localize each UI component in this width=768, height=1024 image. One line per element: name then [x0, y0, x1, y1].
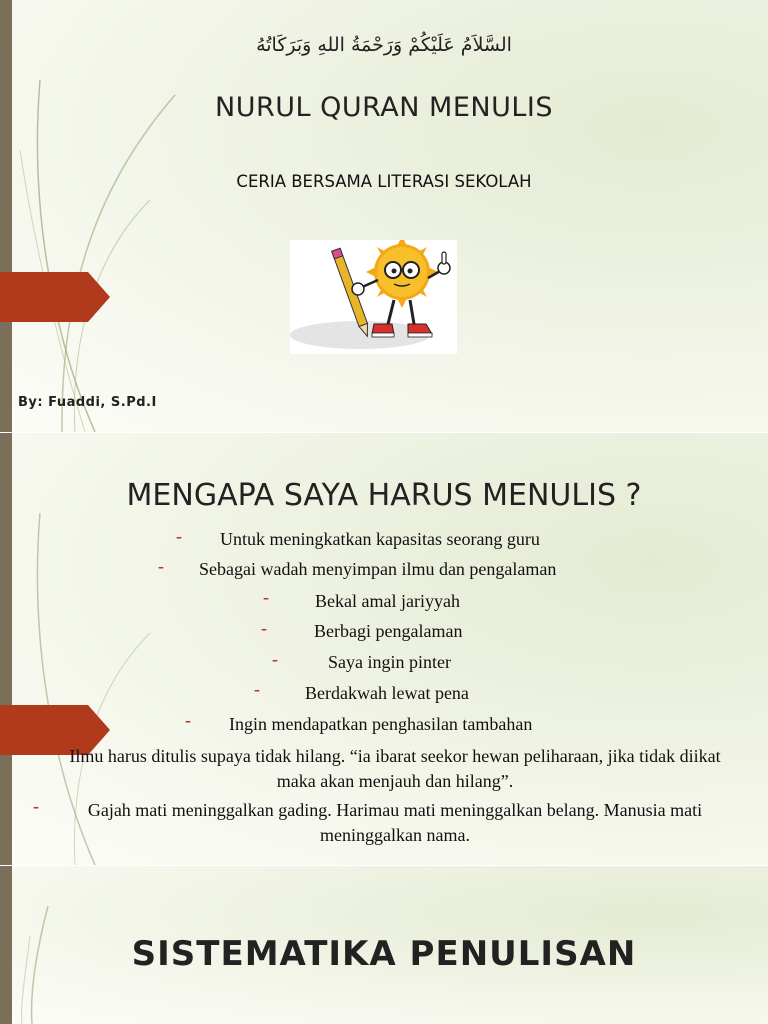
bullet-item: Bekal amal jariyyah [315, 591, 460, 611]
bullet-dash: - [261, 618, 267, 638]
bullet-item: Berdakwah lewat pena [305, 683, 469, 703]
bullet-item: Sebagai wadah menyimpan ilmu dan pengalaman [199, 559, 557, 579]
decorative-swirl-lines [0, 0, 768, 432]
bullet-dash: - [272, 649, 278, 669]
quote-paragraph: Ilmu harus ditulis supaya tidak hilang. “ia ibarat seekor hewan peliharaan, jika tidak diikat maka akan menjauh dan hilang”. [69, 746, 721, 791]
bullet-item: Untuk meningkatkan kapasitas seorang guru [220, 529, 540, 549]
pencil-mascot-illustration [290, 240, 457, 354]
bullet-dash: - [185, 710, 191, 730]
bullet-item: Saya ingin pinter [328, 652, 451, 672]
bullet-item: Ingin mendapatkan penghasilan tambahan [229, 714, 533, 734]
slide2-title: MENGAPA SAYA HARUS MENULIS ? [126, 478, 642, 513]
slide-title-heading: NURUL QURAN MENULIS [215, 92, 553, 123]
slide3-title: SISTEMATIKA PENULISAN [131, 934, 637, 974]
slide-subtitle: CERIA BERSAMA LITERASI SEKOLAH [236, 172, 532, 191]
bullet-dash: - [263, 587, 269, 607]
salam-greeting: السَّلاَمُ عَلَيْكُمْ وَرَحْمَةُ اللهِ وَبَرَكَاتُهُ [256, 34, 512, 56]
bullet-dash: - [33, 796, 39, 816]
author-byline: By: Fuaddi, S.Pd.I [18, 395, 157, 410]
bullet-item: Berbagi pengalaman [314, 621, 463, 641]
bullet-dash: - [158, 556, 164, 576]
bullet-dash: - [176, 526, 182, 546]
red-arrow-tab [0, 272, 110, 322]
slide-title [0, 0, 768, 432]
proverb-paragraph: Gajah mati meninggalkan gading. Harimau mati meninggalkan belang. Manusia mati meninggalkan nama. [87, 800, 703, 845]
bullet-dash: - [254, 679, 260, 699]
